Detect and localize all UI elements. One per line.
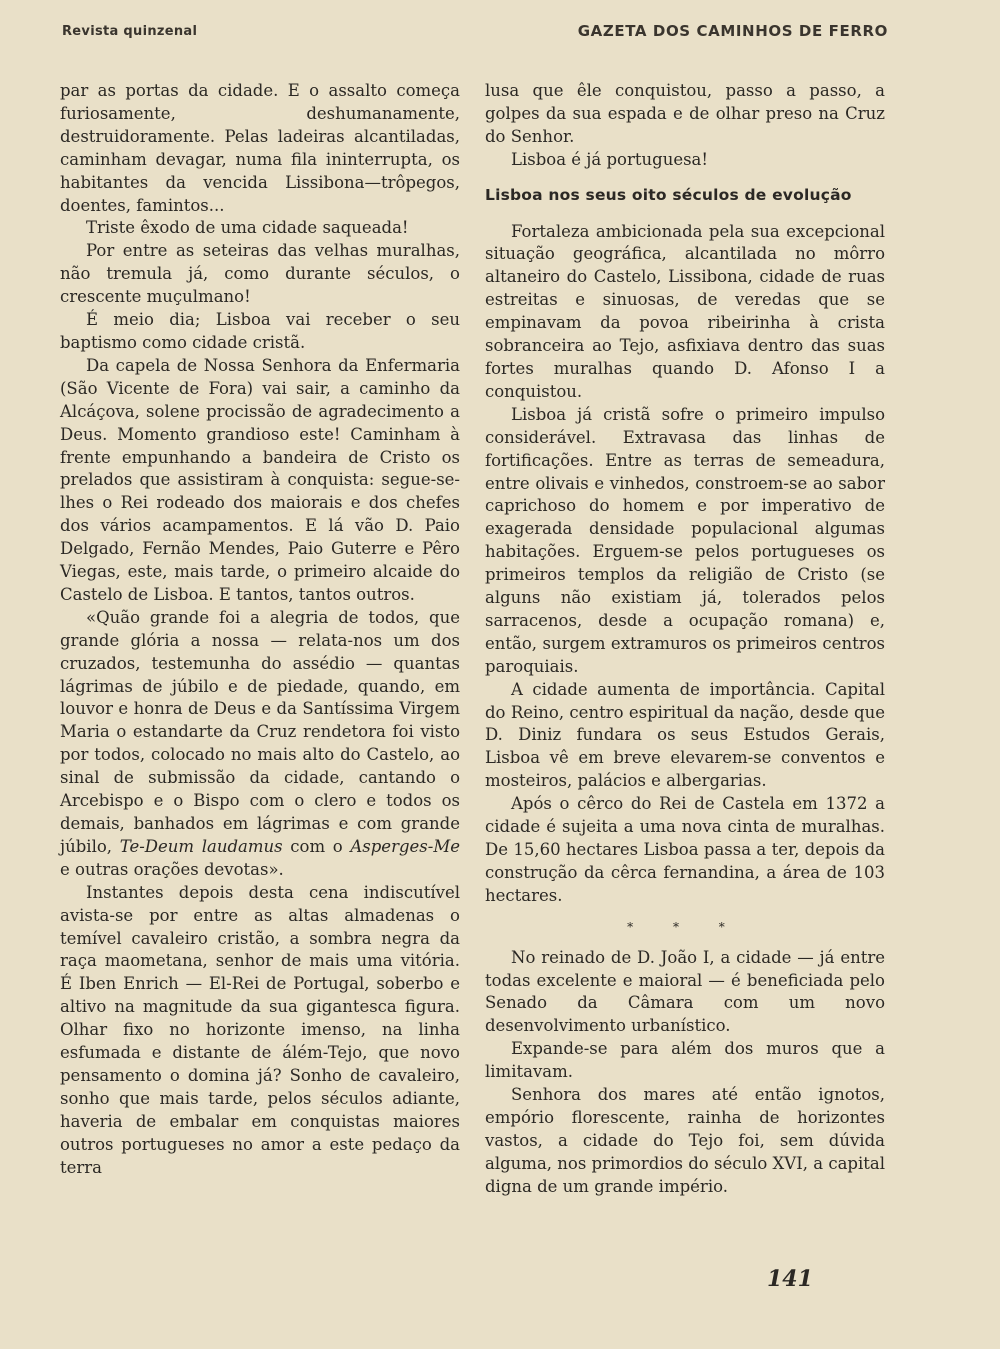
paragraph: Instantes depois desta cena indiscutível avista-se por entre as altas almadenas o temível cavaleiro cristão, a sombra negra da raça maometana, senhor de mais uma vitória. É Iben Enrich — El-Rei de Portugal, soberbo e altivo na magnitude da sua gigantesca figura. Olhar fixo no horizonte imenso, na linha esfumada e distante de álém-Tejo, que novo pensamento o domina já? Sonho de cavaleiro, sonho que mais tarde, pelos séculos adiante, haveria de embalar em conquistas maiores outros portugueses no amor a este pedaço da terra — [60, 882, 460, 1177]
paragraph: Senhora dos mares até então ignotos, empório florescente, rainha de horizontes vastos, a cidade do Tejo foi, sem dúvida alguma, nos primordios do século XVI, a capital digna de um grande império. — [485, 1085, 885, 1196]
page-number: 141 — [767, 1266, 813, 1292]
paragraph: lusa que êle conquistou, passo a passo, a golpes da sua espada e de olhar preso na Cruz do Senhor. — [485, 81, 885, 146]
paragraph: No reinado de D. João I, a cidade — já entre todas excelente e maioral — é beneficiada pelo Senado da Câmara com um novo desenvolvimento urbanístico. — [485, 947, 885, 1036]
paragraph: Por entre as seteiras das velhas muralhas, não tremula já, como durante séculos, o crescente muçulmano! — [60, 241, 460, 307]
quote-latin-1: Te-Deum laudamus — [119, 836, 283, 856]
quote-text: «Quão grande foi a alegria de todos, que grande glória a nossa — relata-nos um dos cruzados, testemunha do assédio — quantas lágrimas de júbilo e de piedade, quando, em louvor e honra de Deus e da Santíssima Virgem Maria o estandarte da Cruz rendetora foi visto por todos, colocado no mais alto do Castelo, ao sinal de submissão da cidade, cantando o Arcebispo e o Bispo com o clero e todos os demais, banhados em lágrimas e com grande júbilo, — [60, 607, 460, 856]
paragraph: Fortaleza ambicionada pela sua excepcional situação geográfica, alcantilada no môrro altaneiro do Castelo, Lissibona, cidade de ruas estreitas e sinuosas, de veredas que se empinavam da povoa ribeirinha à crista sobranceira ao Tejo, asfixiava dentro das suas fortes muralhas quando D. Afonso I a conquistou. — [485, 221, 885, 401]
paragraph: Triste êxodo de uma cidade saqueada! — [86, 218, 409, 238]
quote-latin-2: Asperges-Me — [350, 836, 460, 856]
paragraph: Expande-se para além dos muros que a limitavam. — [485, 1039, 885, 1082]
paragraph-quote — [60, 607, 460, 882]
quote-text: com o — [290, 836, 343, 856]
header-left: Revista quinzenal — [62, 24, 198, 39]
paragraph: A cidade aumenta de importância. Capital do Reino, centro espiritual da nação, desde que D. Diniz fundara os seus Estudos Gerais, Lisboa vê em breve elevarem-se conventos e mosteiros, palácios e albergarias. — [485, 679, 885, 791]
paragraph: Da capela de Nossa Senhora da Enfermaria (São Vicente de Fora) vai sair, a caminho da Alcáçova, solene procissão de agradecimento a Deus. Momento grandioso este! Caminham à frente empunhando a bandeira de Cristo os prelados que assistiram à conquista: segue-se-lhes o Rei rodeado dos maiorais e dos chefes dos vários acampamentos. E lá vão D. Paio Delgado, Fernão Mendes, Paio Guterre e Pêro Viegas, este, mais tarde, o primeiro alcaide do Castelo de Lisboa. E tantos, tantos outros. — [60, 355, 460, 604]
header-right: GAZETA DOS CAMINHOS DE FERRO — [577, 22, 888, 40]
paragraph: É meio dia; Lisboa vai receber o seu baptismo como cidade cristã. — [60, 310, 460, 352]
paragraph: Lisboa já cristã sofre o primeiro impulso considerável. Extravasa das linhas de fortificações. Entre as terras de semeadura, entre olivais e vinhedos, constroem-se ao sabor caprichoso do homem e por imperativo de exagerada densidade populacional algumas habitações. Erguem-se pelos portugueses os primeiros templos da religião de Cristo (se alguns não existiam já, tolerados pelos sarracenos, desde a ocupação romana) e, então, surgem extramuros os primeiros centros paroquiais. — [485, 404, 885, 676]
left-column — [60, 80, 460, 1180]
section-title: Lisboa nos seus oito séculos de evolução — [485, 185, 852, 204]
section-divider: * * * — [627, 919, 743, 934]
paragraph: Após o cêrco do Rei de Castela em 1372 a cidade é sujeita a uma nova cinta de muralhas. De 15,60 hectares Lisboa passa a ter, depois da construção da cêrca fernandina, a área de 103 hectares. — [485, 794, 885, 905]
paragraph: par as portas da cidade. E o assalto começa furiosamente, deshumanamente, destruidoramente. Pelas ladeiras alcantiladas, caminham devagar, numa fila ininterrupta, os habitantes da vencida Lissibona—trôpegos, doentes, famintos... — [60, 81, 460, 215]
quote-text: e outras orações devotas». — [60, 859, 284, 879]
paragraph: Lisboa é já portuguesa! — [511, 149, 709, 169]
right-column — [485, 80, 885, 1199]
